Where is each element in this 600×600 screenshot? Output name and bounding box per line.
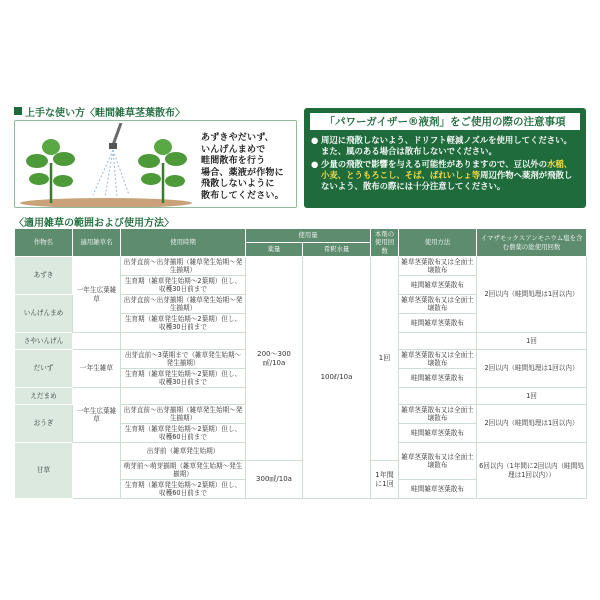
header-period: 使用時期 [121, 229, 246, 257]
total-cell: 2回以内（畦間処理は1回以内） [477, 350, 587, 388]
header-weed: 適用雑草名 [73, 229, 121, 257]
total-cell: 2回以内（畦間処理は1回以内） [477, 405, 587, 443]
water-cell: 100ℓ/10a [303, 257, 371, 499]
caution-text-part: 少量の飛散で影響を与える可能性がありますので、豆以外の [321, 159, 547, 169]
weed-cell: 一年生広葉雑草 [73, 388, 121, 443]
tips-box [14, 120, 297, 208]
tips-line: 散布してください。 [201, 190, 284, 201]
caution-body [311, 135, 579, 194]
caution-item [311, 159, 579, 192]
period-cell: 出芽前（雑草発生始期） [121, 443, 246, 461]
total-cell: 1回 [477, 333, 587, 350]
header-amount: 使用量 [246, 229, 371, 243]
period-cell: 萌芽前～萌芽揃期（雑草発生始期～発生揃期） [121, 461, 246, 480]
period-cell: 出芽直前～出芽揃期（雑草発生始期～発生揃期） [121, 257, 246, 276]
method-cell: 畦間雑草茎葉散布 [399, 369, 477, 388]
tips-line: 畦間散布を行う [201, 156, 266, 166]
tips-text [201, 133, 295, 202]
tips-heading-text: 上手な使い方〈畦間雑草茎葉散布〉 [25, 107, 185, 119]
period-cell [121, 333, 246, 350]
method-cell: 畦間雑草茎葉散布 [399, 424, 477, 443]
weed-cell: 一年生広葉雑草 [73, 257, 121, 333]
method-cell: 雑草茎葉散布又は全面土壌散布 [399, 405, 477, 424]
caution-text: 周辺に飛散しないよう、ドリフト軽減ノズルを使用してください。また、風のある場合は散布しないでください。 [321, 135, 572, 156]
caution-item [311, 135, 579, 157]
period-cell: 生育期（雑草発生始期～2葉期）但し、収穫30日前まで [121, 276, 246, 295]
crop-cell: いんげんまめ [15, 295, 73, 333]
amount-cell: 300㎖/10a [246, 461, 303, 499]
soybean-plant-right-icon [138, 139, 187, 203]
tips-line: いんげんまめで [201, 144, 266, 155]
crop-cell: あずき [15, 257, 73, 295]
table-row [15, 257, 587, 276]
crop-cell: えだまめ [15, 388, 73, 405]
tips-line: 飛散しないように [201, 179, 275, 189]
bullet-icon: ● [311, 159, 319, 169]
tips-line: あずきやだいず、 [201, 133, 274, 143]
header-total: イマザモックスアンモニウム塩を含む農薬の総使用回数 [477, 229, 587, 257]
square-bullet-icon [14, 107, 22, 115]
table-heading: 〈適用雑草の範囲および使用方法〉 [14, 218, 174, 229]
period-cell: 出芽直前～出芽揃期（雑草発生始期～発生揃期） [121, 405, 246, 424]
period-cell: 生育期（雑草発生始期～2葉期）但し、収穫30日前まで [121, 314, 246, 333]
caution-panel [304, 108, 586, 208]
period-cell: 出芽直前～3葉期まで（雑草発生始期～発生揃期） [121, 350, 246, 369]
bullet-icon: ● [311, 135, 319, 145]
method-cell: 雑草茎葉散布又は全面土壌散布 [399, 350, 477, 369]
application-table [14, 228, 587, 499]
count-cell: 1年間に1回 [371, 461, 399, 499]
method-cell: 畦間雑草茎葉散布 [399, 314, 477, 333]
method-cell: 雑草茎葉散布又は全面土壌散布 [399, 257, 477, 276]
period-cell: 生育期（雑草発生始期～2葉期）但し、収穫60日前まで [121, 480, 246, 499]
tips-line: 場合、薬液が作物に [201, 167, 284, 178]
crop-cell: さやいんげん [15, 333, 73, 350]
header-method: 使用方法 [399, 229, 477, 257]
crop-cell: おうぎ [15, 405, 73, 443]
method-cell: 畦間雑草茎葉散布 [399, 276, 477, 295]
spray-nozzle-icon [93, 123, 129, 197]
caution-text [321, 159, 579, 192]
caution-text-part: 周辺作物へ薬剤が飛散しないよう、散布の際には十分注意してください。 [321, 170, 573, 191]
period-cell: 出芽直前～出芽揃期（雑草発生始期～発生揃期） [121, 295, 246, 314]
header-crop: 作物名 [15, 229, 73, 257]
total-cell: 1回 [477, 388, 587, 405]
caution-highlight: 水稲、小麦、とうもろこし、そば、ばれいしょ等 [321, 159, 573, 180]
period-cell [121, 388, 246, 405]
total-cell: 2回以内（畦間処理は1回以内） [477, 257, 587, 333]
crop-cell: 甘草 [15, 443, 73, 499]
tips-heading [14, 104, 185, 118]
weed-cell [73, 333, 121, 350]
sprayer-illustration [17, 123, 195, 207]
total-cell: 6回以内（1年間に2回以内（畦間処理は1回以内）） [477, 443, 587, 499]
method-cell: 雑草茎葉散布又は全面土壌散布 [399, 443, 477, 480]
soybean-plant-left-icon [26, 139, 75, 203]
header-count: 本剤の使用回数 [371, 229, 399, 257]
count-cell: 1回 [371, 257, 399, 461]
method-cell: 雑草茎葉散布又は全面土壌散布 [399, 295, 477, 314]
period-cell: 生育期（雑草発生始期～2葉期）但し、収穫60日前まで [121, 424, 246, 443]
header-chemical: 薬量 [246, 243, 303, 257]
weed-cell [73, 443, 121, 499]
method-cell [399, 388, 477, 405]
amount-cell: 200～300㎖/10a [246, 257, 303, 461]
period-cell: 生育期（雑草発生始期～2葉期）但し、収穫30日前まで [121, 369, 246, 388]
weed-cell: 一年生雑草 [73, 350, 121, 388]
crop-cell: だいず [15, 350, 73, 388]
header-water: 希釈水量 [303, 243, 371, 257]
caution-title: 「パワーガイザー®液剤」をご使用の際の注意事項 [310, 113, 580, 130]
method-cell [399, 333, 477, 350]
method-cell: 畦間雑草茎葉散布 [399, 480, 477, 499]
